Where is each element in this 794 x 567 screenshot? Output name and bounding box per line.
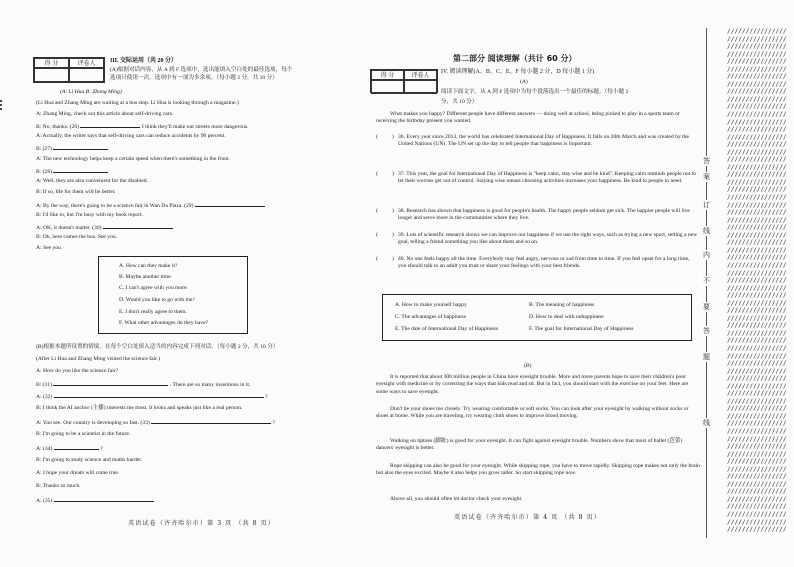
dash-row: //////////////// [727,352,787,360]
option-item: D. Would you like to go with me? [119,297,195,303]
dash-row: //////////////// [727,246,787,254]
dialogue-text: A: By the way, there's going to be a science fair in Wan Da Plaza. (29) [36,203,194,209]
heading-option: F. The goal for International Day of Happiness [529,326,634,332]
passage-a-instructions-1: 阅读下面文字，从 A 到 F 选项中为每个段落选出一个最佳的标题。（每小题 2 [441,89,629,95]
dialogue-line: B: Thanks so much. [36,483,81,489]
dash-row: //////////////// [727,239,787,247]
question-mark: ? [265,394,268,400]
dash-row: //////////////// [727,178,787,186]
passage-b-label: (B) [524,363,532,369]
dash-row: //////////////// [727,284,787,292]
dash-row: //////////////// [727,254,787,262]
dialogue-line [36,496,154,505]
dash-row: //////////////// [727,473,787,481]
dash-row: //////////////// [727,141,787,149]
dialogue-line: B: I'm going to study science and maths harder. [36,457,143,463]
score-box-right [370,69,438,93]
binding-mark [0,100,6,110]
answer-blank-28[interactable] [53,167,108,173]
answer-paren-open: ( [376,208,378,214]
dash-row: //////////////// [727,88,787,96]
dash-row: //////////////// [727,360,787,368]
passage-b-paragraph: Don't tie your shoes too closely. Try wearing comfortable or soft socks. You can look after your eyesight by walking without socks or shoes at home. While you are traveling, try wearing cloth shoes to improve blood moving. [376,406,689,420]
dialogue-line: A: The new technology helps keep a certain speed when there's something in the front. [36,156,230,162]
answer-paren-open: ( [376,134,378,140]
binding-char: 订 [703,201,710,209]
dash-row: //////////////// [727,65,787,73]
heading-option: D. How to deal with unhappiness [529,314,604,320]
dash-row: //////////////// [727,80,787,88]
passage-a-label: (A) [520,79,528,85]
dash-row: //////////////// [727,405,787,413]
dialogue-line [36,380,250,389]
question-text: 37. This year, the goal for International Day of Happiness is "keep calm, stay wise and be kind". Keeping calm reminds people not to let their worries get out of control. Staying wise means choosing activities increases your happiness. Be kind to people in need. [398,171,696,185]
answer-blank-31[interactable] [53,380,168,386]
dash-row: //////////////// [727,73,787,81]
answer-paren-close[interactable]: ) [392,208,394,214]
dash-row: //////////////// [727,156,787,164]
dash-row: //////////////// [727,450,787,458]
passage-a-intro: What makes you happy? Different people have different answers — doing well at school, being picked to play in a sports team or receiving the birthday present you wanted. [376,111,680,125]
binding-char: 内 [703,251,710,259]
part-b-instructions: (B)根据本题所设置的情境，在每个空白处填入适当的内容完成下列对话。（每小题 2 分，共 10 分） [36,344,279,350]
answer-paren-close[interactable]: ) [392,171,394,177]
dash-row: //////////////// [727,367,787,375]
dialogue-line [36,418,275,427]
dash-row: //////////////// [727,163,787,171]
dash-row: //////////////// [727,231,787,239]
page-footer-right: 英语试卷（齐齐哈尔市）第 4 页 （共 8 页） [454,514,601,521]
dash-row: //////////////// [727,35,787,43]
heading-option: C. The advantages of happiness [395,314,466,320]
dash-row: //////////////// [727,148,787,156]
blank-number: B: (28) [36,169,53,175]
dash-row: //////////////// [727,322,787,330]
option-item: A. How can they make it? [119,263,178,269]
dialogue-line: B: I think the AI anchor (主播) interests me most. It looks and speaks just like a real person. [36,405,243,411]
dash-row: //////////////// [727,390,787,398]
blank-number: B: (31) [36,382,53,388]
dash-row: //////////////// [727,50,787,58]
dash-row: //////////////// [727,186,787,194]
dash-row: //////////////// [727,269,787,277]
dash-row: //////////////// [727,292,787,300]
blank-number: B: (27) [36,146,53,152]
option-item: C. I can't agree with you more. [119,285,189,291]
binding-char: 题 [703,353,710,361]
blank-number: A: (35) [36,498,53,504]
dash-row: //////////////// [727,511,787,518]
grader-cell[interactable] [404,80,437,94]
dash-row: //////////////// [727,307,787,315]
page-footer-left: 英语试卷（齐齐哈尔市）第 3 页 （共 8 页） [128,520,275,527]
dash-row: //////////////// [727,194,787,202]
dash-row: //////////////// [727,58,787,66]
dialogue-line: B: Oh, here comes the bus. See you. [36,234,118,240]
dash-row: //////////////// [727,171,787,179]
dialogue-line [36,444,103,453]
section-3-title: III. 交际运用（共 20 分） [110,58,178,64]
dialogue-line: A: How do you like the science fair? [36,368,119,374]
dash-row: //////////////// [727,480,787,488]
dash-row: //////////////// [727,209,787,217]
dash-row: //////////////// [727,43,787,51]
passage-a-instructions-2: 分，共 10 分） [441,99,478,105]
answer-paren-open: ( [376,256,378,262]
options-box [98,256,248,334]
dash-row: //////////////// [727,95,787,103]
part-2-title: 第二部分 阅读理解（共计 60 分） [453,54,577,63]
question-mark: ? [100,446,103,452]
answer-blank-26[interactable] [80,122,140,128]
answer-blank-30[interactable] [103,223,173,229]
question-text: 39. Lots of scientific research shows we can improve our happiness if we use the right ways, such as trying a new sport, setting a new goal, telling a friend something you like about them and so on. [398,232,698,246]
dash-row: //////////////// [727,495,787,503]
answer-blank-27[interactable] [53,144,108,150]
dash-row: //////////////// [727,344,787,352]
heading-option: B. The meaning of happiness [529,302,595,308]
dialogue-line [36,122,249,131]
binding-char: 线 [703,227,710,235]
dialogue-line [36,392,268,401]
passage-b-paragraph: Rope skipping can also be good for your eyesight. While skipping rope, you have to move rapidly. Skipping rope makes not only the brain but also the eyes excited. Maybe it also helps you grow taller. So start skipping rope now. [376,463,700,477]
dialogue-line: A: Zhang Ming, check out this article about self-driving cars. [36,111,174,117]
dialogue-text: . There are so many inventions in it. [169,382,251,388]
blank-number: B: No, thanks. (26) [36,124,80,130]
dash-row: //////////////// [727,412,787,420]
dash-row: //////////////// [727,103,787,111]
binding-char: 线 [703,419,710,427]
dash-row: //////////////// [727,458,787,466]
heading-option: A. How to make yourself happy [395,302,467,308]
passage-b-paragraph: Above all, you should often let doctor check your eyesight. [390,496,523,502]
blank-number: A: (32) [36,394,53,400]
dialogue-line: B: I'd like to, but I'm busy with my book report. [36,212,144,218]
answer-blank-29[interactable] [195,201,265,207]
dash-row: //////////////// [727,337,787,345]
answer-blank-32[interactable] [54,392,264,398]
dialogue-line: A: Well, they are also convenient for the disabled. [36,178,148,184]
dash-row: //////////////// [727,503,787,511]
binding-char: 要 [703,303,710,311]
dash-row: //////////////// [727,224,787,232]
grader-label: 评卷人 [69,58,104,68]
binding-char: 案 [703,173,710,181]
dialogue-line [36,144,108,153]
answer-blank-35[interactable] [54,496,154,502]
dash-row: //////////////// [727,488,787,496]
answer-paren-open: ( [376,232,378,238]
dash-row: //////////////// [727,518,787,526]
dash-row: //////////////// [727,133,787,141]
dialogue-text: A: OK, it doesn't matter. (30) [36,225,102,231]
question-text: 38. Research has shown that happiness is good for people's health. The happy people seldom get sick. The happier people will live longer and serve more in the communities where they live. [398,208,690,222]
dash-row: //////////////// [727,28,787,35]
dialogue-line [36,167,108,176]
dash-row: //////////////// [727,314,787,322]
dash-row: //////////////// [727,201,787,209]
grader-cell[interactable] [69,68,104,82]
score-cell[interactable] [34,68,69,82]
dash-row: //////////////// [727,111,787,119]
part-a-instructions-1: (A)根据对话内容，从 A 到 F 选项中，选出能填入空白处的最佳选项，每个 [110,67,293,73]
dash-row: //////////////// [727,427,787,435]
dialogue-line: B: I'm going to be a scientist in the future. [36,431,131,437]
dialogue-line: A: See you. [36,245,63,251]
binding-dash-column [727,28,787,534]
answer-paren-close[interactable]: ) [392,256,394,262]
answer-paren-close[interactable]: ) [392,134,394,140]
score-label: 得 分 [371,70,404,80]
passage-b-paragraph: Walking on tiptoes (脚趾) is good for your eyesight. It can fight against eyesight trouble. Numbers show that most of ballet (芭蕾) dancers' eyesight is better. [376,438,683,452]
dialogue-line: A: Actually, the writer says that self-driving cars can reduce accidents by 90 percent. [36,133,226,139]
dash-row: //////////////// [727,329,787,337]
answer-blank-33[interactable] [151,418,271,424]
dialogue-line: (After Li Hua and Zhang Ming visited the science fair.) [36,356,160,362]
score-cell[interactable] [371,80,404,94]
option-item: E. I don't really agree to them. [119,309,187,315]
dialogue-text: I think they'll make our streets more dangerous. [141,124,249,130]
dash-row: //////////////// [727,382,787,390]
dash-row: //////////////// [727,435,787,443]
dash-row: //////////////// [727,465,787,473]
heading-option: E. The date of International Day of Happiness [395,326,499,332]
dash-row: //////////////// [727,443,787,451]
dash-row: //////////////// [727,216,787,224]
question-mark: ? [272,420,276,426]
answer-paren-open: ( [376,171,378,177]
answer-paren-close[interactable]: ) [392,232,394,238]
dash-row: //////////////// [727,261,787,269]
binding-char: 答 [703,157,710,165]
answer-blank-34[interactable] [54,444,99,450]
dialogue-line: B: If so, life for them will be better. [36,189,116,195]
dash-row: //////////////// [727,420,787,428]
dash-row: //////////////// [727,126,787,134]
option-item: F. What other advantages do they have? [119,320,209,326]
binding-char: 答 [703,327,710,335]
dialogue-text: A: You see. Our country is developing so fast. (33) [36,420,150,426]
blank-number: A: (34) [36,446,53,452]
score-label: 得 分 [34,58,69,68]
grader-label: 评卷人 [404,70,437,80]
score-box-left [33,57,105,83]
part-a-instructions-2: 选项只使用一次。选项中有一项为多余项。（每小题 2 分，共 10 分） [110,75,278,81]
dash-row: //////////////// [727,299,787,307]
question-text: 36. Every year since 2013, the world has celebrated International Day of Happiness. It falls on 20th March and was created by the United Nations (UN). The UN set up the day to tell people that happiness is important. [398,134,689,148]
dialogue-line [36,201,265,210]
speakers-line: (A: Li Hua B: Zhang Ming) [60,89,122,95]
section-4-title: IV. 阅读理解(A、B、C、E、F 每小题 2 分，D 每小题 1 分) [441,69,595,75]
dash-row: //////////////// [727,118,787,126]
dialogue-line: A: I hope your dream will come true. [36,470,120,476]
dash-row: //////////////// [727,277,787,285]
option-item: B. Maybe another time. [119,274,172,280]
dash-row: //////////////// [727,375,787,383]
dialogue-line [36,223,173,232]
dialogue-line: (Li Hua and Zhang Ming are waiting at a bus stop. Li Hua is looking through a magazine.) [36,100,239,106]
passage-b-paragraph: It is reported that about 300 million people in China have eyesight trouble. More and more parents hope to save their children's poor eyesight with medicine or by correcting the ways that kids read and sit. But in fact, you should start with the exercise on your feet. Here are some ways to save eyesight. [376,374,689,395]
question-text: 40. No one feels happy all the time. Everybody may feel angry, nervous or sad from time to time. If you feel upset for a long time, you should talk to an adult you trust or share your feelings with your best friends. [398,256,690,270]
dash-row: //////////////// [727,526,787,534]
headings-box [382,294,692,341]
binding-char: 不 [703,277,710,285]
dash-row: //////////////// [727,397,787,405]
